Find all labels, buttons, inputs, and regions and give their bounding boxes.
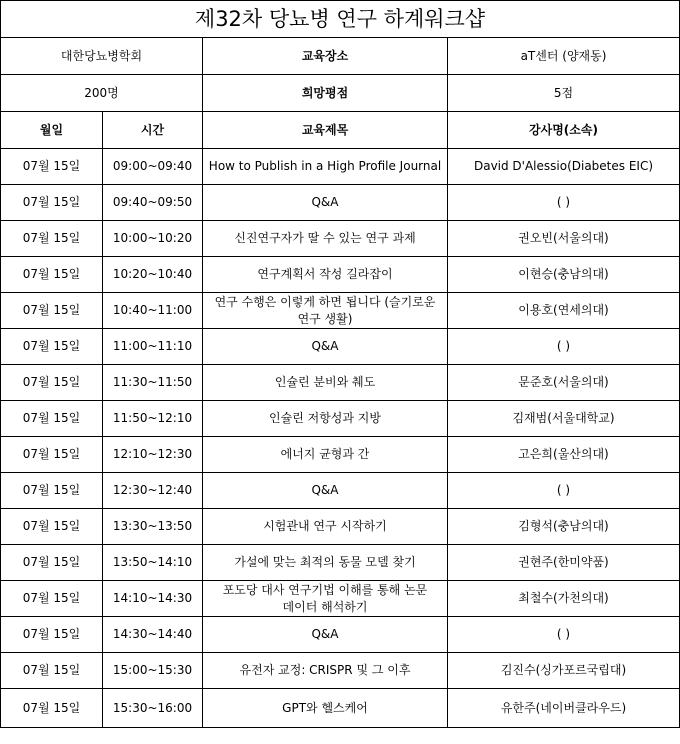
row-date: 07월 15일 bbox=[1, 689, 103, 728]
row-date: 07월 15일 bbox=[1, 257, 103, 293]
table-header-row bbox=[1, 112, 680, 149]
table-row bbox=[1, 689, 680, 728]
row-title: 유전자 교정: CRISPR 및 그 이후 bbox=[203, 653, 448, 689]
row-time: 12:30~12:40 bbox=[103, 473, 203, 509]
row-date: 07월 15일 bbox=[1, 221, 103, 257]
venue: aT센터 (양재동) bbox=[448, 38, 680, 75]
table-row bbox=[1, 545, 680, 581]
row-title: 연구계획서 작성 길라잡이 bbox=[203, 257, 448, 293]
row-title: 인슐린 분비와 췌도 bbox=[203, 365, 448, 401]
table-row bbox=[1, 221, 680, 257]
row-date: 07월 15일 bbox=[1, 617, 103, 653]
row-speaker: ( ) bbox=[448, 473, 680, 509]
row-date: 07월 15일 bbox=[1, 545, 103, 581]
row-title: Q&A bbox=[203, 329, 448, 365]
row-time: 11:00~11:10 bbox=[103, 329, 203, 365]
row-date: 07월 15일 bbox=[1, 329, 103, 365]
row-time: 10:00~10:20 bbox=[103, 221, 203, 257]
row-speaker: 권오빈(서울의대) bbox=[448, 221, 680, 257]
capacity: 200명 bbox=[1, 75, 203, 112]
row-time: 10:40~11:00 bbox=[103, 293, 203, 329]
table-row bbox=[1, 149, 680, 185]
header-time: 시간 bbox=[103, 112, 203, 149]
row-speaker: 문준호(서울의대) bbox=[448, 365, 680, 401]
row-time: 11:50~12:10 bbox=[103, 401, 203, 437]
table-row bbox=[1, 185, 680, 221]
row-speaker: 김진수(싱가포르국립대) bbox=[448, 653, 680, 689]
header-date: 월일 bbox=[1, 112, 103, 149]
row-speaker: ( ) bbox=[448, 185, 680, 221]
row-date: 07월 15일 bbox=[1, 401, 103, 437]
row-title: 연구 수행은 이렇게 하면 됩니다 (슬기로운 연구 생활) bbox=[203, 293, 448, 329]
table-row bbox=[1, 365, 680, 401]
row-speaker: 이용호(연세의대) bbox=[448, 293, 680, 329]
row-speaker: ( ) bbox=[448, 329, 680, 365]
row-speaker: 김형석(충남의대) bbox=[448, 509, 680, 545]
row-title: 에너지 균형과 간 bbox=[203, 437, 448, 473]
row-title: GPT와 헬스케어 bbox=[203, 689, 448, 728]
row-speaker: 김재범(서울대학교) bbox=[448, 401, 680, 437]
schedule-body bbox=[1, 149, 680, 728]
rating-label: 희망평점 bbox=[203, 75, 448, 112]
row-date: 07월 15일 bbox=[1, 185, 103, 221]
row-title: Q&A bbox=[203, 617, 448, 653]
row-date: 07월 15일 bbox=[1, 149, 103, 185]
row-time: 15:30~16:00 bbox=[103, 689, 203, 728]
row-time: 14:30~14:40 bbox=[103, 617, 203, 653]
header-title: 교육제목 bbox=[203, 112, 448, 149]
table-row bbox=[1, 617, 680, 653]
row-title: 신진연구자가 딸 수 있는 연구 과제 bbox=[203, 221, 448, 257]
row-title: 시험관내 연구 시작하기 bbox=[203, 509, 448, 545]
row-time: 13:30~13:50 bbox=[103, 509, 203, 545]
row-time: 10:20~10:40 bbox=[103, 257, 203, 293]
row-speaker: 권현주(한미약품) bbox=[448, 545, 680, 581]
row-speaker: David D'Alessio(Diabetes EIC) bbox=[448, 149, 680, 185]
row-time: 11:30~11:50 bbox=[103, 365, 203, 401]
table-row bbox=[1, 293, 680, 329]
row-title: Q&A bbox=[203, 473, 448, 509]
table-row bbox=[1, 509, 680, 545]
row-time: 09:00~09:40 bbox=[103, 149, 203, 185]
row-time: 13:50~14:10 bbox=[103, 545, 203, 581]
table-row bbox=[1, 581, 680, 617]
row-speaker: ( ) bbox=[448, 617, 680, 653]
row-speaker: 유한주(네이버클라우드) bbox=[448, 689, 680, 728]
organizer: 대한당뇨병학회 bbox=[1, 38, 203, 75]
table-row bbox=[1, 653, 680, 689]
table-row bbox=[1, 257, 680, 293]
row-date: 07월 15일 bbox=[1, 365, 103, 401]
row-time: 15:00~15:30 bbox=[103, 653, 203, 689]
row-date: 07월 15일 bbox=[1, 653, 103, 689]
row-title: 가설에 맞는 최적의 동물 모델 찾기 bbox=[203, 545, 448, 581]
row-date: 07월 15일 bbox=[1, 581, 103, 617]
row-title: How to Publish in a High Profile Journal bbox=[203, 149, 448, 185]
row-time: 09:40~09:50 bbox=[103, 185, 203, 221]
table-row bbox=[1, 401, 680, 437]
row-time: 14:10~14:30 bbox=[103, 581, 203, 617]
header-speaker: 강사명(소속) bbox=[448, 112, 680, 149]
row-title: 포도당 대사 연구기법 이해를 통해 논문 데이터 해석하기 bbox=[203, 581, 448, 617]
venue-label: 교육장소 bbox=[203, 38, 448, 75]
row-speaker: 고은희(울산의대) bbox=[448, 437, 680, 473]
page-title: 제32차 당뇨병 연구 하계워크샵 bbox=[1, 1, 680, 38]
row-date: 07월 15일 bbox=[1, 473, 103, 509]
row-time: 12:10~12:30 bbox=[103, 437, 203, 473]
row-date: 07월 15일 bbox=[1, 437, 103, 473]
row-speaker: 최철수(가천의대) bbox=[448, 581, 680, 617]
row-title: 인슐린 저항성과 지방 bbox=[203, 401, 448, 437]
rating: 5점 bbox=[448, 75, 680, 112]
row-title: Q&A bbox=[203, 185, 448, 221]
table-row bbox=[1, 329, 680, 365]
row-date: 07월 15일 bbox=[1, 293, 103, 329]
table-row bbox=[1, 437, 680, 473]
table-row bbox=[1, 473, 680, 509]
row-date: 07월 15일 bbox=[1, 509, 103, 545]
row-speaker: 이현승(충남의대) bbox=[448, 257, 680, 293]
